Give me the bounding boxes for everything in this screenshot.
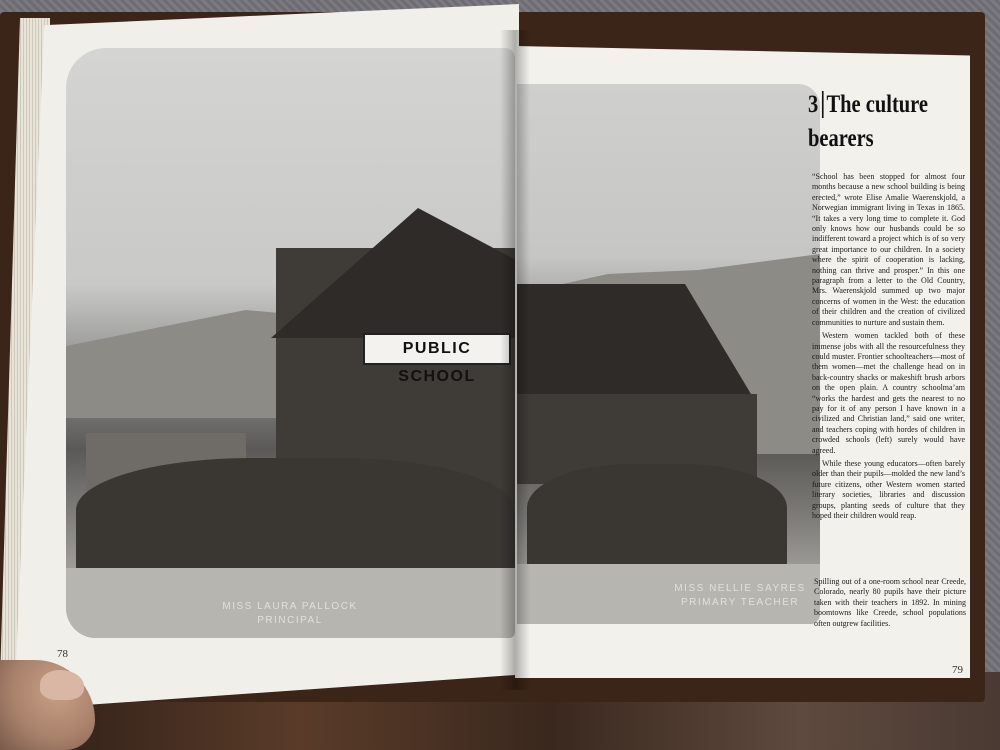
- pupils-crowd-right: [527, 464, 787, 574]
- photo-inscription-right: MISS NELLIE SAYRES PRIMARY TEACHER: [674, 583, 806, 608]
- body-text: [812, 172, 965, 524]
- paragraph: While these young educators—often barely older than their pupils—molded the new land’s future citizens, other Western women started literary societies, libraries and discussion groups, planting seeds of culture that they hoped their children would reap.: [812, 458, 965, 520]
- chapter-title-line1: The culture: [826, 91, 929, 118]
- public-school-sign: PUBLIC SCHOOL: [363, 333, 511, 365]
- book-gutter: [500, 30, 530, 690]
- chapter-title-line2: bearers: [808, 125, 874, 152]
- photo-caption: Spilling out of a one-room school near Creede, Colorado, nearly 80 pupils have their picture taken with their teachers in 1892. In mining boomtowns like Creede, school populations often outgrew facilities.: [814, 577, 966, 628]
- page-number-left: 78: [57, 648, 68, 660]
- school-photo-right: [517, 84, 820, 624]
- paragraph: Western women tackled both of these immense jobs with all the resourcefulness they could muster. Frontier schoolteachers—most of them women—met the challenge head on in back-country shacks or makeshift brush arbors on the open plain. A country schoolma’am “works the hardest and gets the nearest to no pay for it of any person I have known in a civilized and Christian land,” said one writer, and teachers coping with hordes of children in crowded schools (left) surely would have agreed.: [812, 331, 965, 455]
- chapter-title: [808, 88, 939, 156]
- chapter-number: 3: [808, 91, 823, 118]
- paragraph: “School has been stopped for almost four months because a new school building is being erected,” wrote Elise Amalie Waerenskjold, a Norwegian immigrant living in Texas in 1865. “It takes a very long time to complete it. God only knows how our husbands could be so indifferent toward a project which is of so very great importance to our children. In a society where the spirit of cooperation is lacking, nothing can thrive and prosper.” In this one paragraph from a letter to the Old Country, Mrs. Waerenskjold summed up two major concerns of women in the West: the education of their children and the creation of civilized communities to nurture and sustain them.: [812, 172, 965, 327]
- thumbnail-nail: [40, 670, 84, 700]
- page-number-right: 79: [952, 664, 963, 676]
- photo-inscription-left: MISS LAURA PALLOCK PRINCIPAL: [222, 601, 358, 626]
